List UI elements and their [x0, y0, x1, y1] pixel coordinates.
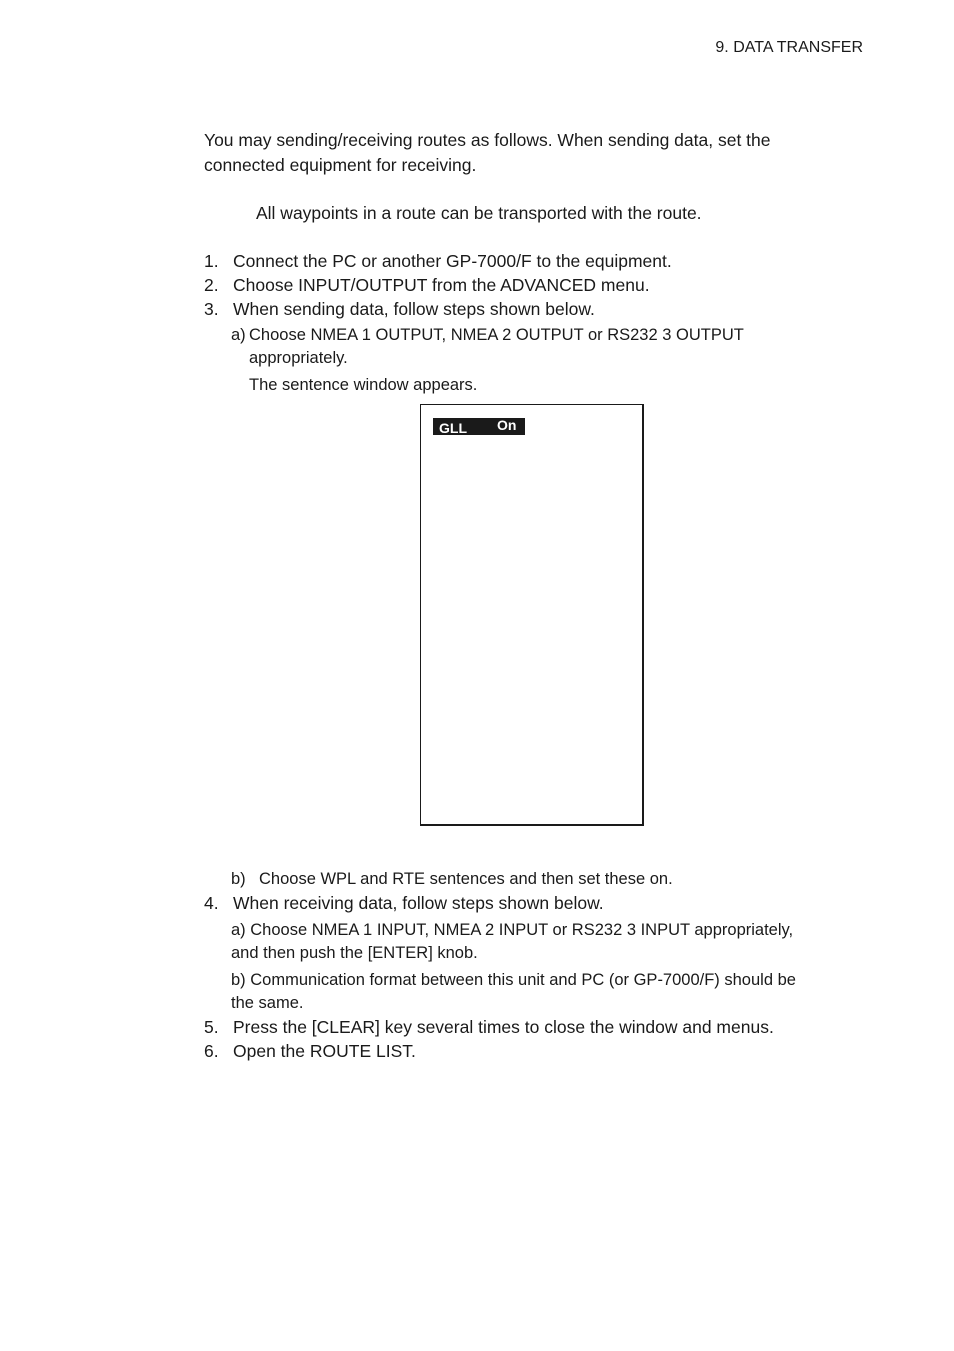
step-3a-label: a)	[231, 326, 246, 344]
sentence-name: GLL	[439, 420, 467, 436]
step-4b-line-1: b) Communication format between this unit and PC (or GP-7000/F) should be	[231, 971, 796, 989]
step-3a-line-1: Choose NMEA 1 OUTPUT, NMEA 2 OUTPUT or RS232 3 OUTPUT	[249, 326, 744, 344]
step-3a-line-2: appropriately.	[249, 349, 348, 367]
sentence-value: On	[497, 417, 517, 433]
step-3	[204, 297, 595, 322]
step-number: 3.	[204, 299, 219, 319]
step-text: When receiving data, follow steps shown below.	[233, 893, 604, 913]
step-3a-result: The sentence window appears.	[249, 376, 478, 394]
step-4a-line-2: and then push the [ENTER] knob.	[231, 944, 478, 962]
note-text: All waypoints in a route can be transported with the route.	[256, 203, 702, 223]
step-4a-line-1: a) Choose NMEA 1 INPUT, NMEA 2 INPUT or RS232 3 INPUT appropriately,	[231, 921, 794, 939]
step-text: Open the ROUTE LIST.	[233, 1041, 416, 1061]
step-4b-line-2: the same.	[231, 994, 304, 1012]
intro-paragraph: You may sending/receiving routes as follows. When sending data, set the connected equipment for receiving.	[204, 130, 771, 175]
step-number: 5.	[204, 1017, 219, 1037]
step-1	[204, 249, 672, 274]
step-4	[204, 891, 604, 916]
step-3b-label: b)	[231, 870, 246, 888]
step-text: Connect the PC or another GP-7000/F to the equipment.	[233, 251, 672, 271]
step-text: Press the [CLEAR] key several times to close the window and menus.	[233, 1017, 774, 1037]
sentence-row-gll[interactable]	[433, 418, 525, 435]
step-text: Choose INPUT/OUTPUT from the ADVANCED menu.	[233, 275, 650, 295]
step-2	[204, 273, 650, 298]
sentence-window	[420, 404, 644, 826]
step-6	[204, 1039, 416, 1064]
step-number: 4.	[204, 893, 219, 913]
step-number: 2.	[204, 275, 219, 295]
step-text: When sending data, follow steps shown below.	[233, 299, 595, 319]
step-number: 6.	[204, 1041, 219, 1061]
step-number: 1.	[204, 251, 219, 271]
step-5	[204, 1015, 774, 1040]
section-header: 9. DATA TRANSFER	[715, 39, 863, 56]
step-3b-text: Choose WPL and RTE sentences and then set these on.	[259, 870, 673, 888]
